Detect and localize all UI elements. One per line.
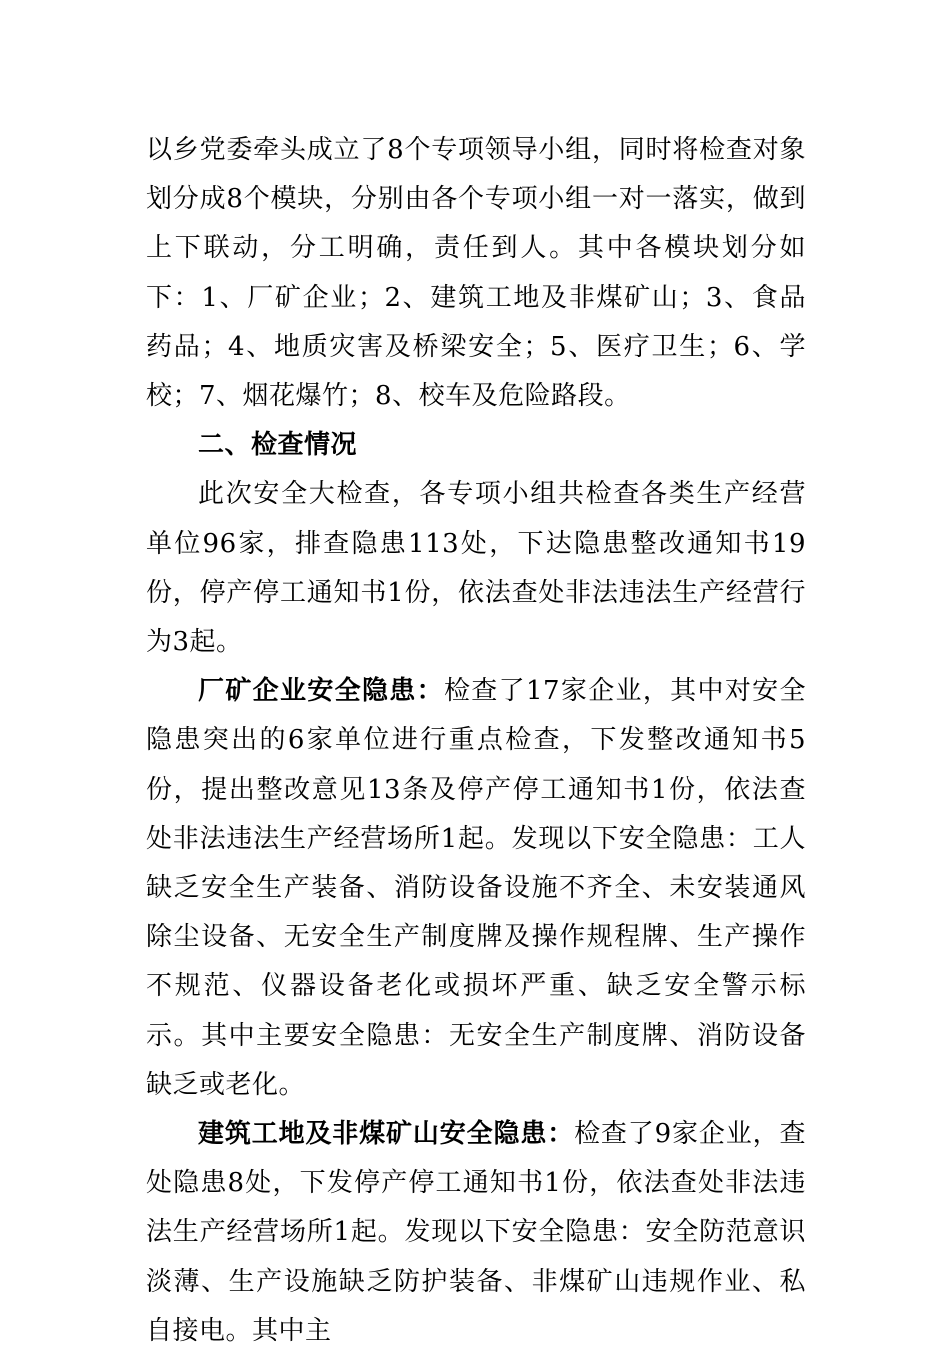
construction-hazards-lead: 建筑工地及非煤矿山安全隐患： bbox=[198, 1119, 575, 1150]
section-heading-inspection: 二、检查情况 bbox=[198, 430, 358, 461]
paragraph-module-division: 以乡党委牵头成立了8个专项领导小组，同时将检查对象划分成8个模块，分别由各个专项小组一对一落实，做到上下联动，分工明确，责任到人。其中各模块划分如下：1、厂矿企业；2、建筑工地及非煤矿山；3、食品药品；4、地质灾害及桥梁安全；5、医疗卫生；6、学校；7、烟花爆竹；8、校车及危险路段。 bbox=[146, 135, 806, 412]
paragraph-factory-hazards bbox=[146, 667, 806, 1110]
paragraph-construction-hazards bbox=[146, 1110, 806, 1356]
factory-hazards-lead: 厂矿企业安全隐患： bbox=[198, 676, 444, 707]
document-page bbox=[146, 126, 806, 1356]
factory-hazards-body: 检查了17家企业，其中对安全隐患突出的6家单位进行重点检查，下发整改通知书5份，提出整改意见13条及停产停工通知书1份，依法查处非法违法生产经营场所1起。发现以下安全隐患：工人缺乏安全生产装备、消防设备设施不齐全、未安装通风除尘设备、无安全生产制度牌及操作规程牌、生产操作不规范、仪器设备老化或损坏严重、缺乏安全警示标示。其中主要安全隐患：无安全生产制度牌、消防设备缺乏或老化。 bbox=[146, 676, 806, 1100]
paragraph-inspection-summary: 此次安全大检查，各专项小组共检查各类生产经营单位96家，排查隐患113处，下达隐患整改通知书19份，停产停工通知书1份，依法查处非法违法生产经营行为3起。 bbox=[146, 479, 806, 658]
construction-hazards-body: 检查了9家企业，查处隐患8处，下发停产停工通知书1份，依法查处非法违法生产经营场所1起。发现以下安全隐患：安全防范意识淡薄、生产设施缺乏防护装备、非煤矿山违规作业、私自接电。其中主 bbox=[146, 1119, 806, 1346]
